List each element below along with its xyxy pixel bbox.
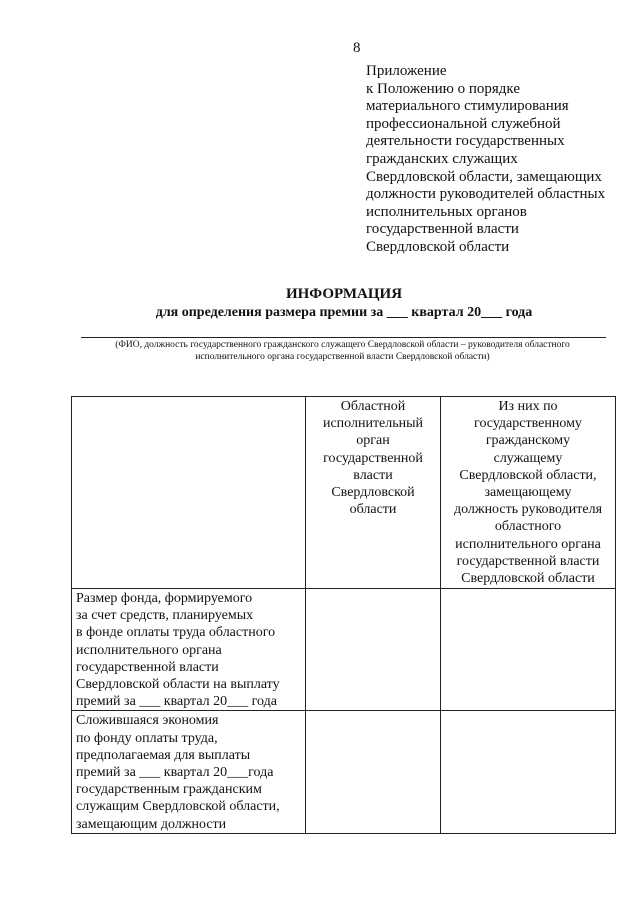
appendix-line: Свердловской области, замещающих — [366, 168, 602, 185]
header-line: орган — [356, 433, 390, 449]
row-label-line: Свердловской области на выплату — [76, 677, 280, 693]
header-line: власти — [353, 467, 393, 483]
appendix-line: государственной власти — [366, 221, 519, 238]
header-line: служащему — [493, 450, 563, 466]
appendix-line: материального стимулирования — [366, 98, 569, 115]
header-cell-head-official — [441, 397, 616, 589]
row-label-payroll-savings — [72, 711, 306, 833]
appendix-line: гражданских служащих — [366, 150, 518, 167]
row-label-line: Размер фонда, формируемого — [76, 591, 253, 606]
appendix-line: профессиональной служебной — [366, 115, 561, 132]
row-label-line: Сложившаяся экономия — [76, 713, 219, 729]
document-subtitle: для определения размера премии за ___ квартал 20___ года — [155, 305, 533, 320]
row-label-line: замещающим должности — [76, 816, 227, 832]
row-label-line: служащим Свердловской области, — [76, 799, 280, 815]
header-line: государственной власти — [456, 553, 600, 569]
row-label-line: по фонду оплаты труда, — [76, 730, 218, 746]
row-label-line: в фонде оплаты труда областного — [76, 625, 276, 641]
row-label-fund-size — [72, 589, 306, 711]
table-row — [72, 589, 616, 711]
appendix-line: исполнительных органов — [366, 203, 527, 220]
appendix-block — [366, 63, 626, 257]
header-line: Из них по — [498, 399, 558, 414]
header-line: Областной — [340, 399, 406, 414]
header-line: Свердловской области, — [459, 467, 597, 483]
value-cell-head-official[interactable] — [441, 589, 616, 711]
appendix-line: Приложение — [366, 63, 447, 79]
header-line: исполнительного органа — [455, 536, 601, 552]
appendix-line: должности руководителей областных — [366, 186, 606, 203]
row-label-line: государственным гражданским — [76, 782, 262, 798]
fio-caption-line: (ФИО, должность государственного гражданского служащего Свердловской области – руководителя областного — [115, 340, 570, 350]
appendix-line: Свердловской области — [366, 238, 510, 255]
table-row — [72, 711, 616, 833]
header-line: замещающему — [484, 485, 572, 501]
fio-caption — [70, 339, 615, 363]
header-cell-empty — [72, 397, 306, 589]
appendix-line: деятельности государственных — [366, 133, 565, 150]
fio-underline — [81, 337, 606, 338]
row-label-line: исполнительного органа — [76, 642, 222, 658]
header-line: исполнительный — [322, 416, 424, 432]
header-line: Свердловской — [331, 485, 415, 501]
premium-info-table — [71, 396, 616, 834]
header-line: государственной — [323, 450, 423, 466]
header-line: областного — [494, 519, 562, 535]
row-label-line: государственной власти — [76, 659, 219, 675]
row-label-line: премий за ___ квартал 20___года — [76, 765, 274, 781]
value-cell-regional-body[interactable] — [306, 711, 441, 833]
header-cell-regional-body — [306, 397, 441, 589]
row-label-line: за счет средств, планируемых — [76, 608, 254, 624]
header-line: государственному — [474, 416, 582, 432]
row-label-line: предполагаемая для выплаты — [76, 747, 251, 763]
document-title: ИНФОРМАЦИЯ — [285, 286, 403, 302]
header-line: области — [349, 502, 397, 518]
appendix-line: к Положению о порядке — [366, 80, 520, 97]
page-number: 8 — [353, 40, 361, 56]
header-line: гражданскому — [485, 433, 571, 449]
header-line: должность руководителя — [453, 502, 603, 518]
row-label-line: премий за ___ квартал 20___ года — [76, 694, 277, 710]
table-header-row — [72, 397, 616, 589]
header-line: Свердловской области — [461, 571, 595, 587]
value-cell-regional-body[interactable] — [306, 589, 441, 711]
fio-caption-line: исполнительного органа государственной власти Свердловской области) — [195, 352, 490, 362]
value-cell-head-official[interactable] — [441, 711, 616, 833]
